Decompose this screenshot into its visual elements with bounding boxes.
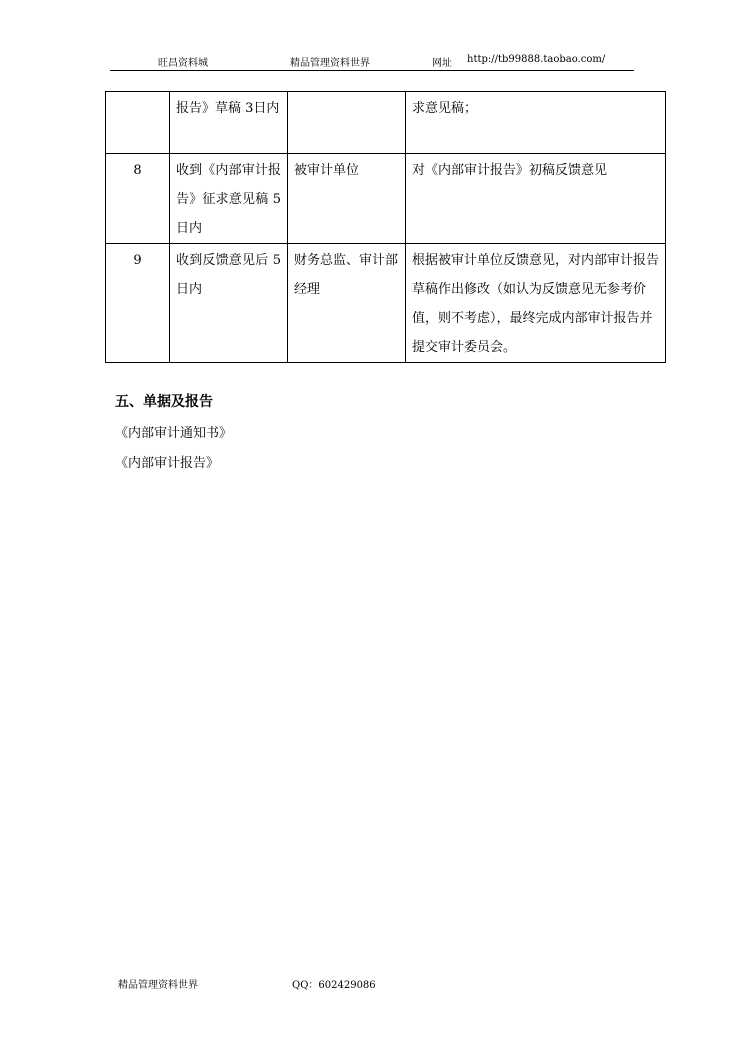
timing-cell: 报告》草稿 3日内 (170, 92, 288, 154)
task-cell: 对《内部审计报告》初稿反馈意见 (406, 154, 666, 244)
task-cell: 根据被审计单位反馈意见，对内部审计报告草稿作出修改（如认为反馈意见无参考价值，则不考虑），最终完成内部审计报告并提交审计委员会。 (406, 244, 666, 363)
responsible-party-cell: 财务总监、审计部经理 (288, 244, 406, 363)
document-list-item: 《内部审计报告》 (115, 456, 220, 471)
audit-procedure-table (105, 91, 666, 363)
row-number-cell: 8 (106, 154, 170, 244)
header-url-label: 网址 (432, 58, 452, 69)
footer-qq: QQ：602429086 (292, 980, 376, 991)
timing-cell: 收到《内部审计报告》征求意见稿 5 日内 (170, 154, 288, 244)
timing-cell: 收到反馈意见后 5 日内 (170, 244, 288, 363)
row-number-cell: 9 (106, 244, 170, 363)
header-url-link[interactable]: http://tb99888.taobao.com/ (467, 54, 606, 65)
header-shop-name: 旺昌资料城 (158, 58, 208, 69)
section-title: 五、单据及报告 (115, 394, 213, 410)
table-row (106, 154, 666, 244)
responsible-party-cell (288, 92, 406, 154)
page-header (110, 54, 634, 71)
row-number-cell (106, 92, 170, 154)
table-row (106, 244, 666, 363)
footer-brand: 精品管理资料世界 (118, 980, 198, 991)
responsible-party-cell: 被审计单位 (288, 154, 406, 244)
table-row (106, 92, 666, 154)
task-cell: 求意见稿； (406, 92, 666, 154)
document-list-item: 《内部审计通知书》 (115, 426, 233, 441)
header-world-name: 精品管理资料世界 (290, 58, 370, 69)
